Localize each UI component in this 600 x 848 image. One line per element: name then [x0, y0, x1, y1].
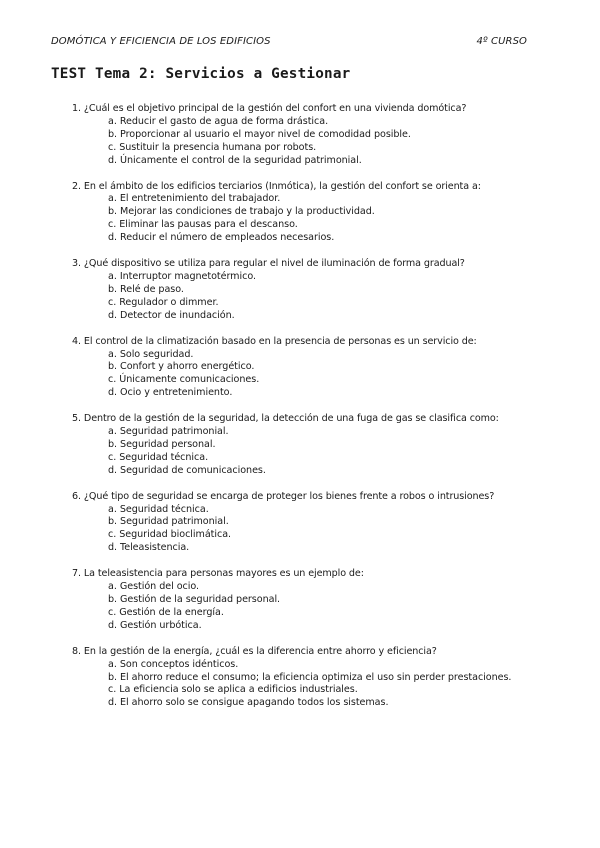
option-b: b. Confort y ahorro energético. — [108, 361, 255, 373]
question-5 — [72, 413, 527, 478]
question-3 — [72, 258, 527, 323]
option-d: d. Gestión urbótica. — [108, 619, 202, 631]
option-d: d. Detector de inundación. — [108, 309, 235, 321]
option-list — [72, 193, 527, 245]
option-b: b. Seguridad patrimonial. — [108, 516, 229, 528]
option-c: c. La eficiencia solo se aplica a edificios industriales. — [108, 684, 358, 696]
option-b: b. Mejorar las condiciones de trabajo y la productividad. — [108, 206, 375, 218]
option-a: a. Solo seguridad. — [108, 348, 194, 360]
question-text: 4. El control de la climatización basado en la presencia de personas es un servicio de: — [72, 335, 477, 347]
question-6 — [72, 491, 527, 556]
option-d: d. Seguridad de comunicaciones. — [108, 464, 266, 476]
question-4 — [72, 336, 527, 401]
option-list — [72, 504, 527, 556]
option-b: b. Proporcionar al usuario el mayor nivel de comodidad posible. — [108, 128, 411, 140]
option-d: d. El ahorro solo se consigue apagando todos los sistemas. — [108, 697, 389, 709]
option-d: d. Ocio y entretenimiento. — [108, 387, 233, 399]
option-a: a. El entretenimiento del trabajador. — [108, 193, 281, 205]
question-text: 7. La teleasistencia para personas mayores es un ejemplo de: — [72, 568, 364, 580]
question-7 — [72, 568, 527, 633]
option-b: b. Seguridad personal. — [108, 438, 216, 450]
option-list — [72, 271, 527, 323]
option-a: a. Gestión del ocio. — [108, 581, 200, 593]
header-course: 4º CURSO — [476, 36, 527, 47]
question-text: 2. En el ámbito de los edificios terciarios (Inmótica), la gestión del confort se orienta a: — [72, 180, 481, 192]
question-text: 5. Dentro de la gestión de la seguridad, la detección de una fuga de gas se clasifica como: — [72, 413, 499, 425]
option-list — [72, 581, 527, 633]
question-text: 6. ¿Qué tipo de seguridad se encarga de proteger los bienes frente a robos o intrusiones? — [72, 490, 495, 502]
header-subject: DOMÓTICA Y EFICIENCIA DE LOS EDIFICIOS — [51, 36, 271, 47]
option-a: a. Son conceptos idénticos. — [108, 658, 239, 670]
option-a: a. Seguridad patrimonial. — [108, 426, 229, 438]
option-c: c. Seguridad técnica. — [108, 451, 209, 463]
option-c: c. Sustituir la presencia humana por robots. — [108, 141, 317, 153]
question-text: 1. ¿Cuál es el objetivo principal de la gestión del confort en una vivienda domótica? — [72, 103, 467, 114]
option-b: b. Gestión de la seguridad personal. — [108, 594, 281, 605]
option-a: a. Seguridad técnica. — [108, 503, 209, 515]
question-text: 8. En la gestión de la energía, ¿cuál es la diferencia entre ahorro y eficiencia? — [72, 645, 437, 657]
option-a: a. Reducir el gasto de agua de forma drástica. — [108, 115, 329, 127]
option-c: c. Gestión de la energía. — [108, 606, 224, 618]
option-b: b. El ahorro reduce el consumo; la eficiencia optimiza el uso sin perder prestaciones. — [108, 671, 512, 683]
page-header — [51, 36, 527, 50]
option-b: b. Relé de paso. — [108, 283, 184, 295]
option-d: d. Únicamente el control de la seguridad patrimonial. — [108, 154, 362, 166]
option-d: d. Reducir el número de empleados necesarios. — [108, 232, 335, 244]
question-1 — [72, 103, 527, 168]
question-8 — [72, 646, 527, 711]
option-d: d. Teleasistencia. — [108, 542, 190, 554]
option-c: c. Únicamente comunicaciones. — [108, 374, 260, 386]
option-c: c. Regulador o dimmer. — [108, 296, 219, 308]
question-text: 3. ¿Qué dispositivo se utiliza para regular el nivel de iluminación de forma gradual? — [72, 258, 465, 270]
question-list — [72, 103, 527, 723]
option-c: c. Eliminar las pausas para el descanso. — [108, 219, 298, 231]
page-title: TEST Tema 2: Servicios a Gestionar — [51, 66, 351, 82]
option-list — [72, 659, 527, 711]
question-2 — [72, 181, 527, 246]
option-c: c. Seguridad bioclimática. — [108, 529, 232, 541]
option-list — [72, 349, 527, 401]
option-list — [72, 116, 527, 168]
option-list — [72, 426, 527, 478]
option-a: a. Interruptor magnetotérmico. — [108, 270, 256, 282]
